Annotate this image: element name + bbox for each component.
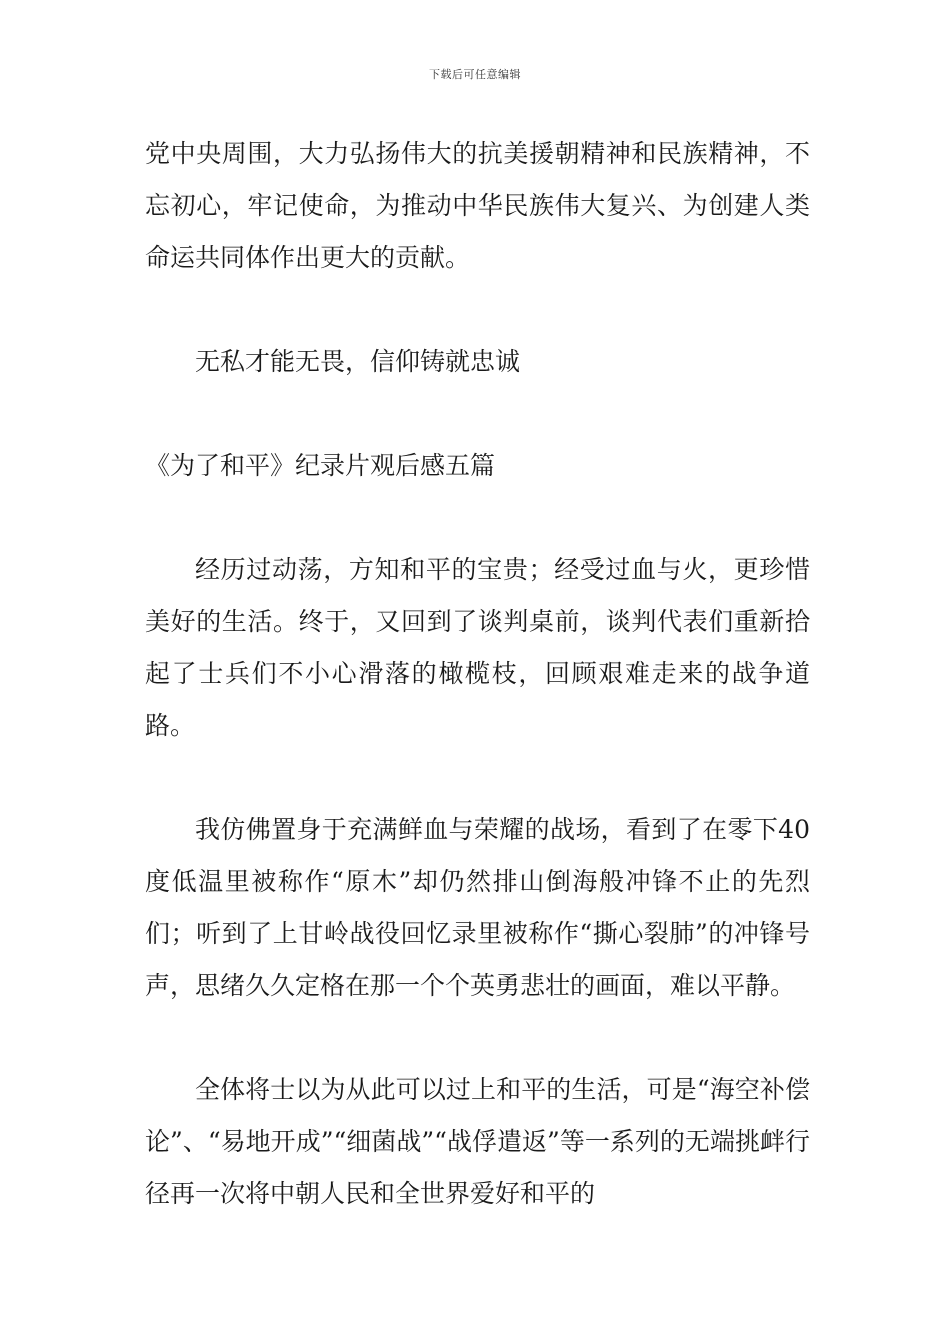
- paragraph: 我仿佛置身于充满鲜血与荣耀的战场，看到了在零下40度低温里被称作“原木”却仍然排山倒海般冲锋不止的先烈们；听到了上甘岭战役回忆录里被称作“撕心裂肺”的冲锋号声，思绪久久定格在那一个个英勇悲壮的画面，难以平静。: [145, 815, 810, 1000]
- paragraph: 经历过动荡，方知和平的宝贵；经受过血与火，更珍惜美好的生活。终于，又回到了谈判桌前，谈判代表们重新拾起了士兵们不小心滑落的橄榄枝，回顾艰难走来的战争道路。: [145, 555, 810, 740]
- page-header: 下载后可任意编辑: [429, 68, 521, 81]
- paragraph-continuation: 党中央周围，大力弘扬伟大的抗美援朝精神和民族精神，不忘初心，牢记使命，为推动中华民族伟大复兴、为创建人类命运共同体作出更大的贡献。: [145, 139, 810, 272]
- document-body: [145, 128, 810, 1220]
- paragraph: 全体将士以为从此可以过上和平的生活，可是“海空补偿论”、“易地开成”“细菌战”“战俘遣返”等一系列的无端挑衅行径再一次将中朝人民和全世界爱好和平的: [145, 1075, 810, 1208]
- section-subheading: 无私才能无畏，信仰铸就忠诚: [195, 347, 521, 376]
- document-title: 《为了和平》纪录片观后感五篇: [145, 451, 496, 480]
